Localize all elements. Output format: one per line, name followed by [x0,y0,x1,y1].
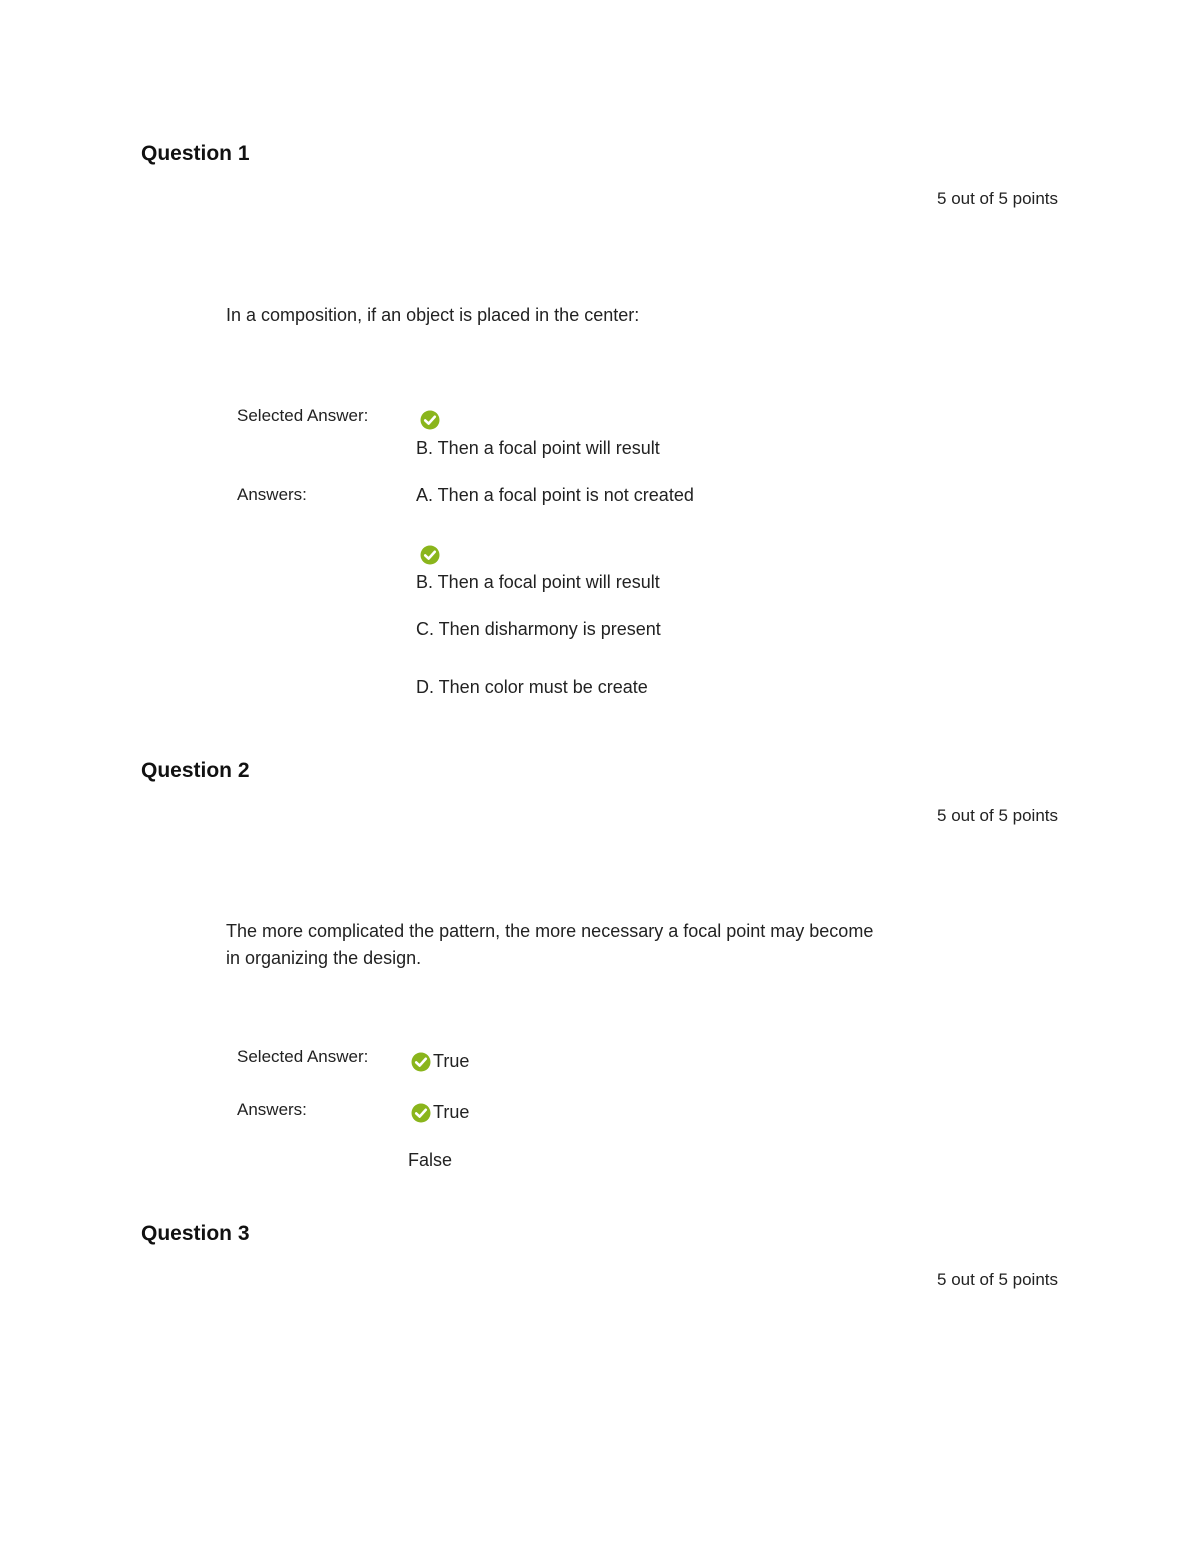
correct-check-icon [420,545,440,565]
question-2-answer-true-text: True [433,1102,470,1122]
question-1-points: 5 out of 5 points [937,189,1058,208]
question-2-selected-label: Selected Answer: [237,1047,369,1066]
question-1-answer-a: A. Then a focal point is not created [416,485,694,505]
question-1-answers-label: Answers: [237,485,307,504]
question-2-selected-answer [411,1051,469,1072]
question-1-title: Question 1 [141,142,250,165]
question-2-answer-false: False [408,1150,453,1170]
correct-check-icon [411,1103,431,1123]
question-2-selected-answer-text: True [433,1051,470,1071]
question-2-answer-true [411,1102,469,1123]
question-1-answer-b: B. Then a focal point will result [416,572,660,592]
question-1-text: In a composition, if an object is placed in the center: [226,305,640,325]
question-3-title: Question 3 [141,1222,250,1245]
correct-check-icon [411,1052,431,1072]
question-2-points: 5 out of 5 points [937,806,1058,825]
question-1-answer-c: C. Then disharmony is present [416,619,661,639]
correct-check-icon [420,410,440,430]
question-3-points: 5 out of 5 points [937,1270,1058,1289]
question-1-answer-d: D. Then color must be create [416,677,648,697]
question-2-text-line-1: The more complicated the pattern, the more necessary a focal point may become [226,921,874,941]
question-1-selected-answer: B. Then a focal point will result [416,438,660,458]
question-2-title: Question 2 [141,759,250,782]
question-1-selected-label: Selected Answer: [237,406,369,425]
question-2-text-line-2: in organizing the design. [226,948,422,968]
question-2-answers-label: Answers: [237,1100,307,1119]
